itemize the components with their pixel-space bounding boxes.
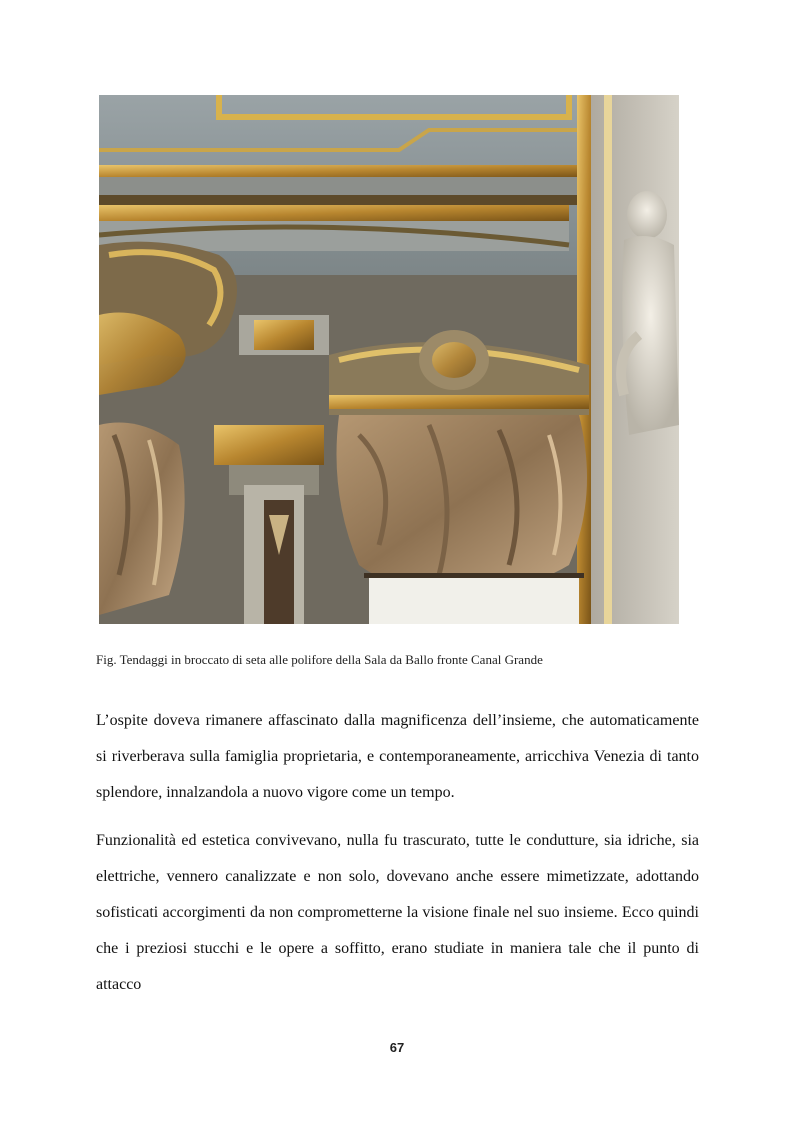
figure-photo-ballroom-curtains (99, 95, 679, 624)
figure-caption: Fig. Tendaggi in broccato di seta alle polifore della Sala da Ballo fronte Canal Grande (96, 652, 543, 667)
page-number: 67 (389, 1040, 405, 1055)
paragraph-1: L’ospite doveva rimanere affascinato dalla magnificenza dell’insieme, che automaticamente si riverberava sulla famiglia proprietaria, e contemporaneamente, arricchiva Venezia di tanto splendore, innalzandola a nuovo vigore come un tempo. (96, 712, 699, 801)
ballroom-photo-illustration (99, 95, 679, 624)
body-text (96, 703, 699, 1015)
paragraph-2: Funzionalità ed estetica convivevano, nulla fu trascurato, tutte le condutture, sia idriche, sia elettriche, vennero canalizzate e non solo, dovevano anche essere mimetizzate, adottando sofisticati accorgimenti da non comprometterne la visione finale nel suo insieme. Ecco quindi che i preziosi stucchi e le opere a soffitto, erano studiate in maniera tale che il punto di attacco (96, 832, 699, 993)
